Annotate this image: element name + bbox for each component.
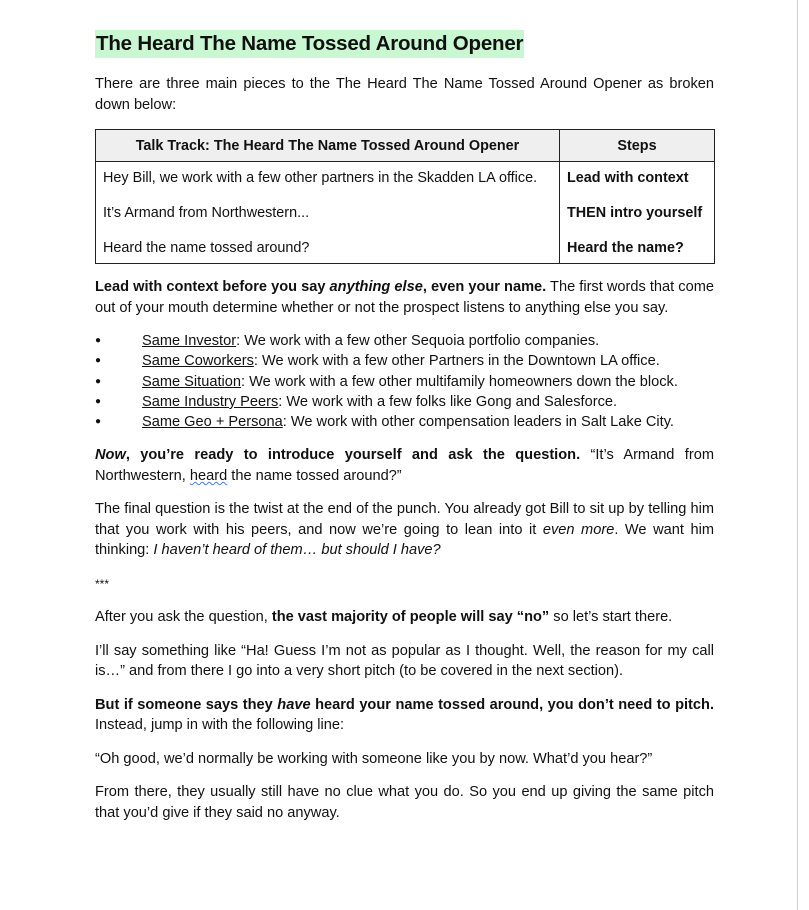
spellcheck-word[interactable]: heard (189, 467, 228, 484)
bullet-label: Same Geo + Persona (142, 414, 283, 431)
bold-text: But if someone says they (95, 696, 278, 713)
bullet-label: Same Situation (142, 373, 241, 390)
intro-paragraph: There are three main pieces to the The Heard The Name Tossed Around Opener as broken down below: (95, 76, 714, 113)
bullet-label: Same Industry Peers (142, 393, 279, 410)
text: . We want him thinking: (95, 521, 714, 559)
bullet-text: : We work with other compensation leaders in Salt Lake City. (282, 414, 674, 431)
quote-paragraph: “Oh good, we’d normally be working with someone like you by now. What’d you hear?” (95, 750, 653, 767)
bold-text: heard your name tossed around, you don’t need to pitch. (310, 696, 714, 713)
bold-text: , you’re ready to introduce yourself and ask the question. (125, 447, 581, 464)
list-item (95, 392, 714, 412)
bullet-list (95, 331, 714, 432)
list-item (95, 372, 714, 392)
header-steps: Steps (560, 130, 715, 162)
closing-paragraph: From there, they usually still have no clue what you do. So you end up giving the same pitch that you’d give if they said no anyway. (95, 784, 714, 821)
bullet-text: : We work with a few other Partners in the Downtown LA office. (253, 353, 660, 370)
bullet-text: : We work with a few folks like Gong and Salesforce. (278, 393, 618, 410)
text: The first words that come out of your mouth determine whether or not the prospect listens to anything else you say. (95, 279, 714, 316)
page-edge (797, 0, 798, 910)
bold-italic-text: anything else (329, 279, 423, 295)
document-page (95, 30, 714, 823)
steps-cell (560, 162, 715, 264)
bold-text: Lead with context before you say (95, 279, 330, 295)
list-item (95, 412, 714, 432)
document-title: The Heard The Name Tossed Around Opener (95, 30, 524, 58)
list-item (95, 351, 714, 371)
talk-line: Heard the name tossed around? (103, 240, 310, 256)
pitch-paragraph: I’ll say something like “Ha! Guess I’m not as popular as I thought. Well, the reason for my call is…” and from there I go into a very short pitch (to be covered in the next section). (95, 642, 714, 680)
talk-line: It’s Armand from Northwestern... (103, 205, 310, 221)
italic-text: even more (542, 521, 615, 538)
header-talk-track: Talk Track: The Heard The Name Tossed Around Opener (96, 130, 560, 162)
text: Instead, jump in with the following line: (95, 717, 345, 734)
context-paragraph (95, 277, 714, 318)
text: the name tossed around?” (227, 467, 402, 484)
talk-track-table (95, 129, 715, 264)
have-heard-paragraph (95, 695, 714, 736)
list-item (95, 331, 714, 351)
talk-track-cell (96, 162, 560, 264)
bold-text: the vast majority of people will say “no” (271, 609, 550, 626)
italic-text: I haven’t heard of them… but should I have? (153, 542, 441, 559)
bold-text: , even your name. (422, 279, 547, 295)
bullet-text: : We work with a few other multifamily homeowners down the block. (240, 373, 678, 390)
bullet-text: : We work with a few other Sequoia portfolio companies. (236, 333, 600, 349)
bold-italic-text: Now (95, 447, 126, 464)
text: so let’s start there. (549, 609, 673, 626)
separator: *** (95, 576, 110, 591)
bullet-label: Same Coworkers (142, 353, 254, 370)
after-question-paragraph (95, 607, 714, 628)
step: Lead with context (567, 170, 689, 186)
text: The final question is the twist at the end of the punch. You already got Bill to sit up by telling him that you work with his peers, and now we’re going to lean into it (95, 501, 714, 538)
text: “It’s Armand from Northwestern, (95, 447, 714, 484)
introduce-paragraph (95, 445, 714, 486)
step: Heard the name? (567, 240, 684, 256)
bold-italic-text: have (277, 696, 311, 713)
talk-line: Hey Bill, we work with a few other partners in the Skadden LA office. (103, 170, 538, 186)
twist-paragraph (95, 499, 714, 561)
text: After you ask the question, (95, 609, 272, 626)
bullet-label: Same Investor (142, 333, 237, 349)
step: THEN intro yourself (567, 205, 703, 221)
